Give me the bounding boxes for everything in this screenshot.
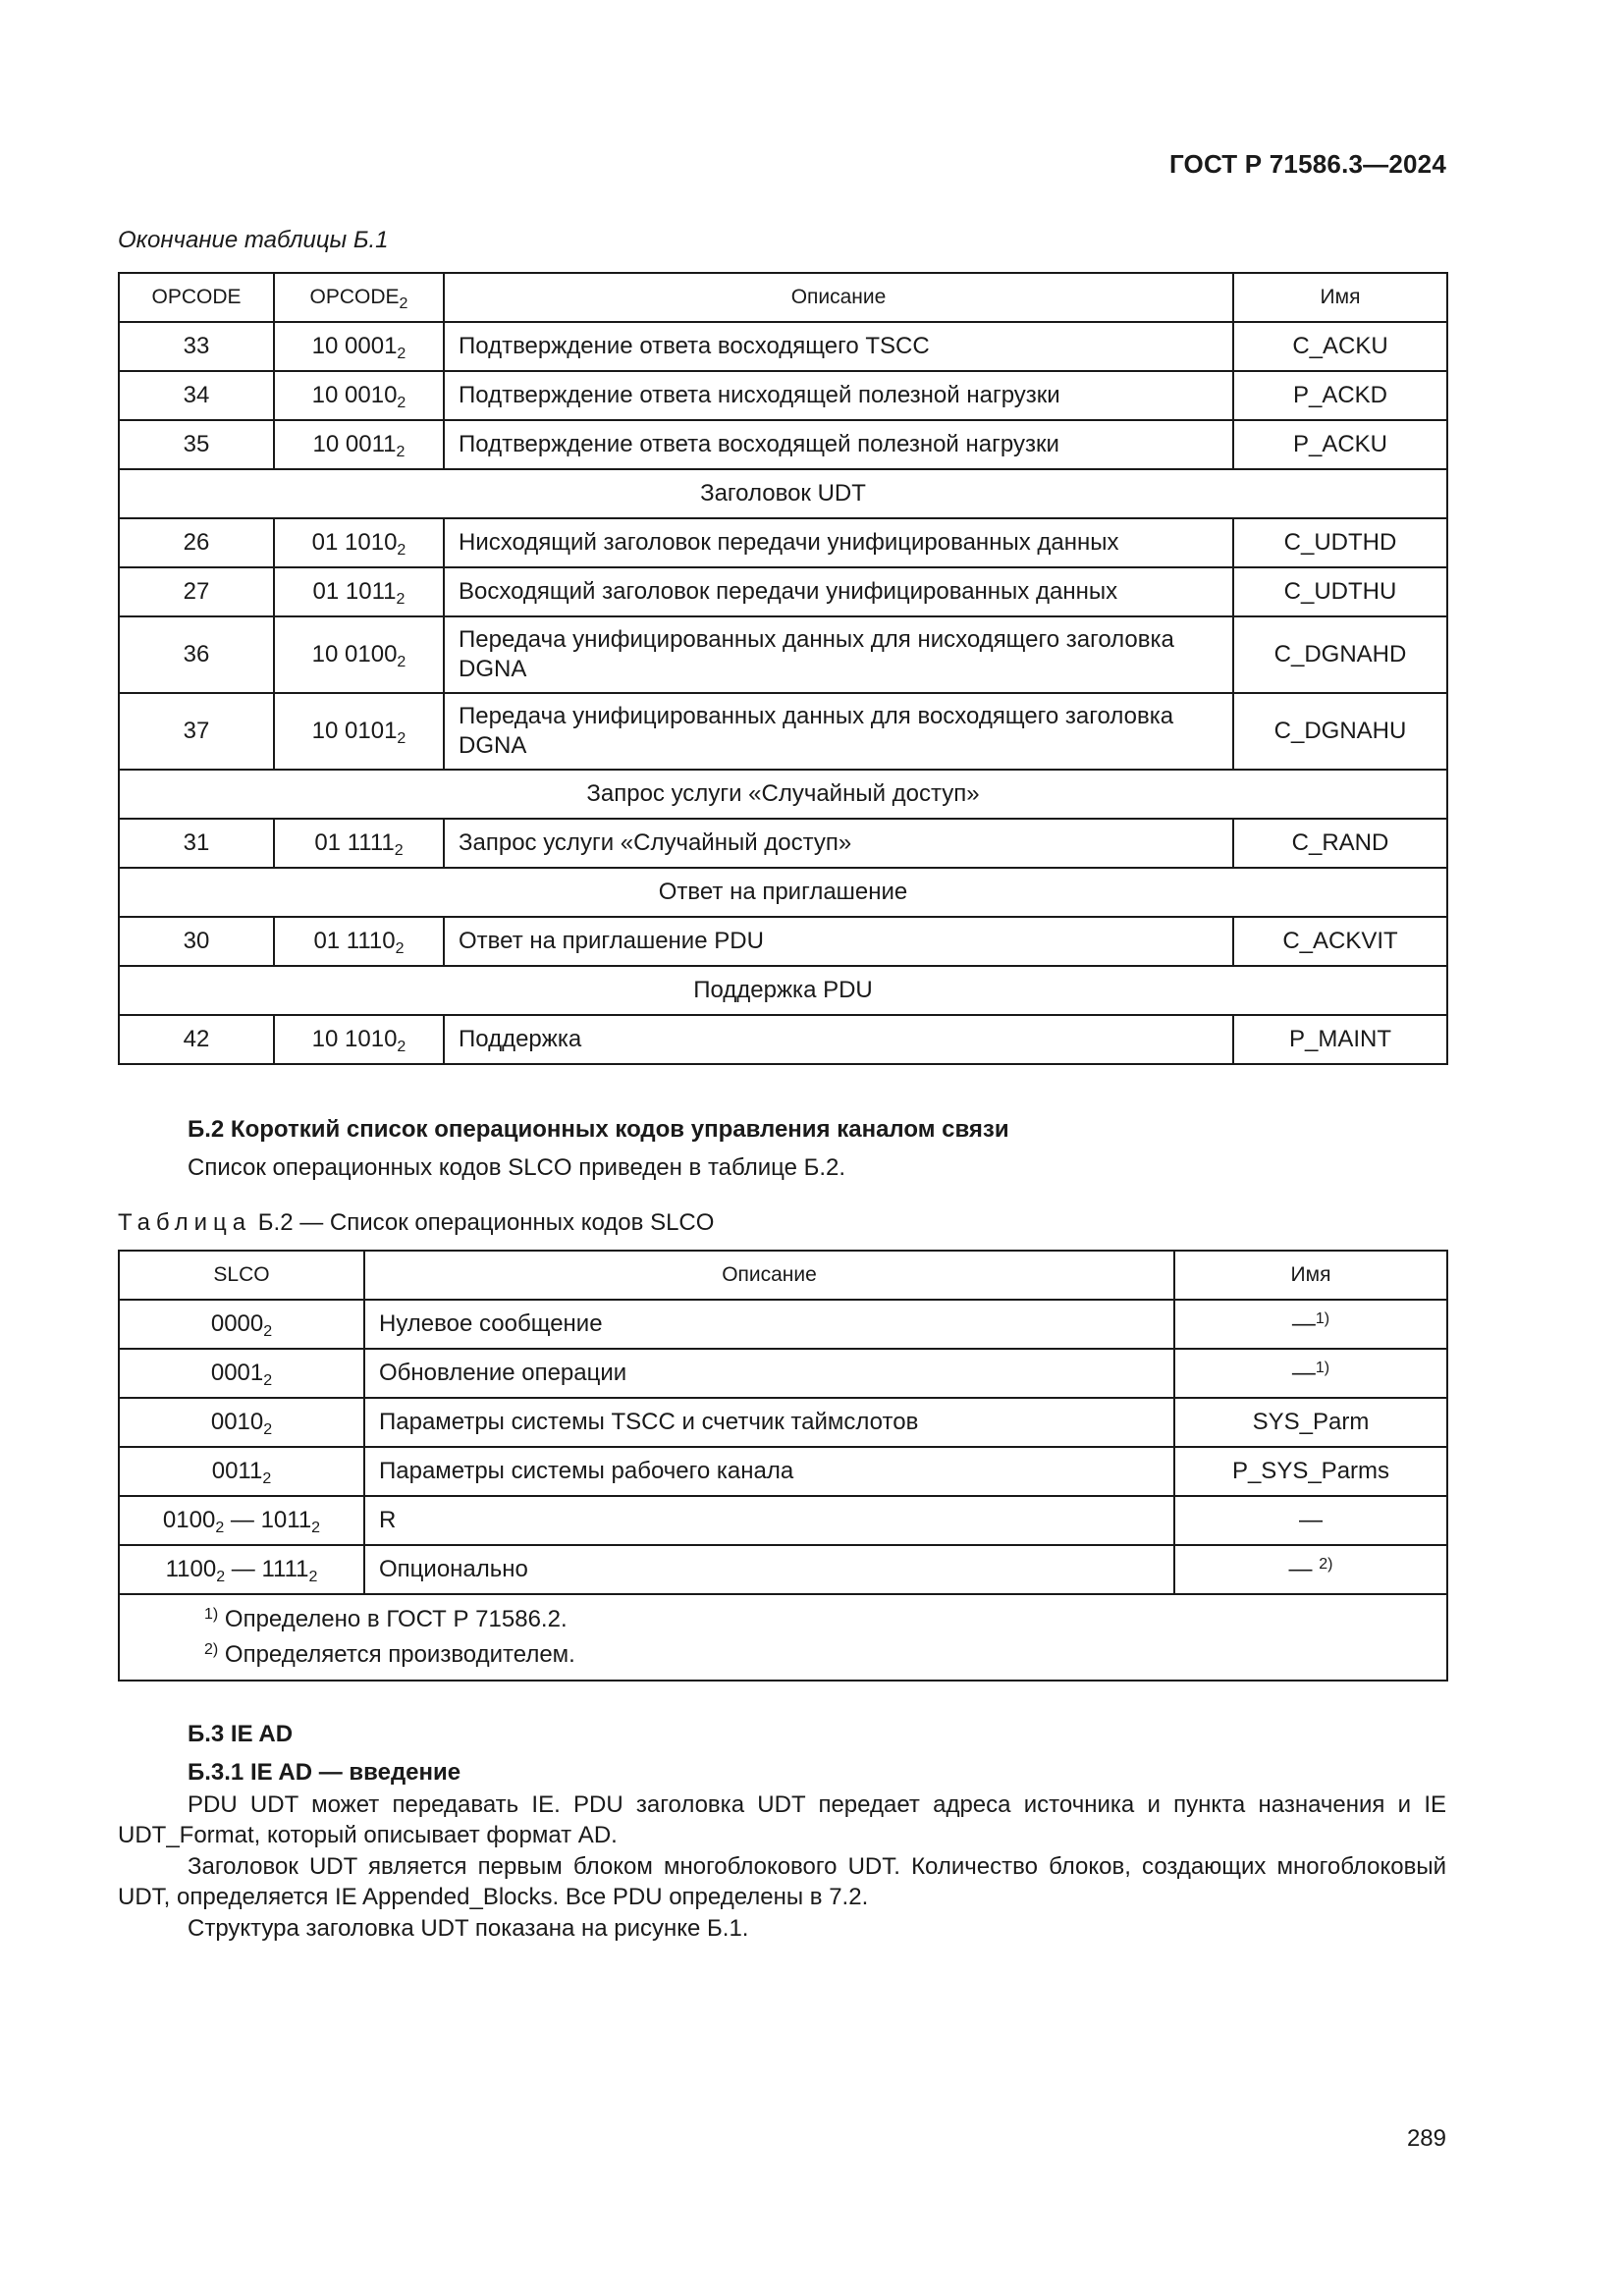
opcode-binary-cell <box>274 1015 444 1064</box>
opcode-binary-cell <box>274 917 444 966</box>
opcode-cell: 31 <box>119 819 274 868</box>
name-value: — <box>1288 1556 1320 1582</box>
name-cell <box>1174 1545 1447 1594</box>
name-value: P_SYS_Parms <box>1231 1458 1390 1484</box>
slco-value: 0011 <box>211 1458 263 1484</box>
base-subscript: 2 <box>311 1520 321 1536</box>
name-cell <box>1174 1398 1447 1447</box>
description-cell: Подтверждение ответа восходящего TSCC <box>444 322 1233 371</box>
section-b2-text: Список операционных кодов SLCO приведен в таблице Б.2. <box>188 1154 846 1181</box>
section-title: Запрос услуги «Случайный доступ» <box>119 770 1447 819</box>
col-header-description: Описание <box>364 1251 1174 1300</box>
opcode-binary-cell <box>274 420 444 469</box>
footnotes-cell <box>119 1594 1447 1681</box>
col-header-opcode: OPCODE <box>119 273 274 322</box>
binary-value: 01 1111 <box>314 829 395 856</box>
name-cell <box>1174 1447 1447 1496</box>
footnote-mark: 1) <box>204 1606 219 1623</box>
name-cell: C_DGNAHD <box>1233 616 1447 693</box>
col-header-description: Описание <box>444 273 1233 322</box>
slco-cell <box>119 1398 364 1447</box>
slco-cell <box>119 1545 364 1594</box>
binary-value: 10 1010 <box>311 1026 398 1052</box>
opcode-binary-cell <box>274 567 444 616</box>
paragraph: Заголовок UDT является первым блоком многоблокового UDT. Количество блоков, создающих многоблоковый UDT, определяется IE Appended_Blocks. Все PDU определены в 7.2. <box>118 1853 1446 1910</box>
opcode-cell: 36 <box>119 616 274 693</box>
paragraph: Структура заголовка UDT показана на рисунке Б.1. <box>188 1915 749 1942</box>
name-cell: P_ACKD <box>1233 371 1447 420</box>
paragraph: PDU UDT может передавать IE. PDU заголовка UDT передает адреса источника и пункта назначения и IE UDT_Format, который описывает формат AD. <box>118 1791 1446 1848</box>
footnote-ref: 1) <box>1315 1310 1330 1327</box>
table-row <box>119 518 1447 567</box>
base-subscript: 2 <box>263 1323 273 1340</box>
description-cell: Параметры системы рабочего канала <box>364 1447 1174 1496</box>
name-cell: C_ACKVIT <box>1233 917 1447 966</box>
name-cell: P_MAINT <box>1233 1015 1447 1064</box>
name-cell <box>1174 1496 1447 1545</box>
table1-section-row <box>119 868 1447 917</box>
binary-value: 01 1010 <box>311 529 398 556</box>
opcode-binary-cell <box>274 518 444 567</box>
table-row <box>119 1349 1447 1398</box>
binary-value: 10 0010 <box>311 382 398 408</box>
table-row <box>119 322 1447 371</box>
opcode-cell: 35 <box>119 420 274 469</box>
binary-value: 10 0101 <box>311 718 398 744</box>
base-subscript: 2 <box>397 654 406 670</box>
table-row <box>119 1300 1447 1349</box>
description-cell: Нисходящий заголовок передачи унифицированных данных <box>444 518 1233 567</box>
slco-value: 0010 <box>210 1409 264 1435</box>
range-dash: — <box>224 1507 261 1533</box>
name-cell: C_ACKU <box>1233 322 1447 371</box>
section-b3-heading: Б.3 IE AD <box>188 1721 294 1747</box>
name-value: — <box>1291 1310 1316 1337</box>
description-cell: Запрос услуги «Случайный доступ» <box>444 819 1233 868</box>
slco-value: 0000 <box>210 1310 264 1337</box>
base-subscript: 2 <box>395 940 405 957</box>
base-subscript: 2 <box>397 730 406 747</box>
range-dash: — <box>225 1556 262 1582</box>
name-cell: P_ACKU <box>1233 420 1447 469</box>
base-subscript: 2 <box>397 395 406 411</box>
description-cell: Обновление операции <box>364 1349 1174 1398</box>
description-cell: Подтверждение ответа нисходящей полезной нагрузки <box>444 371 1233 420</box>
col-header-opcode2: $OPCODE_2$ <box>274 273 444 322</box>
table1-caption: Окончание таблицы Б.1 <box>118 227 389 253</box>
name-cell: C_RAND <box>1233 819 1447 868</box>
opcode-cell: 34 <box>119 371 274 420</box>
description-cell: Передача унифицированных данных для нисходящего заголовка DGNA <box>444 616 1233 693</box>
slco-value: 1100 <box>165 1556 217 1582</box>
table-row <box>119 1496 1447 1545</box>
binary-value: 10 0001 <box>311 333 398 359</box>
base-subscript: 2 <box>262 1470 272 1487</box>
table1-header-row <box>119 273 1447 322</box>
base-subscript: 2 <box>263 1372 273 1389</box>
table-row <box>119 1447 1447 1496</box>
base-subscript: 2 <box>397 1039 406 1055</box>
name-value: — <box>1299 1507 1323 1533</box>
base-subscript: 2 <box>397 542 406 559</box>
table1-section-row <box>119 469 1447 518</box>
table2-footnote-row <box>119 1594 1447 1681</box>
opcode-cell: 27 <box>119 567 274 616</box>
table-row <box>119 616 1447 693</box>
opcode-cell: 33 <box>119 322 274 371</box>
base-subscript: 2 <box>397 346 406 362</box>
binary-value: 10 0011 <box>312 431 397 457</box>
base-subscript: 2 <box>215 1520 225 1536</box>
section-title: Заголовок UDT <box>119 469 1447 518</box>
col-header-name: Имя <box>1174 1251 1447 1300</box>
base-subscript: 2 <box>396 444 406 460</box>
base-subscript: 2 <box>396 591 406 608</box>
name-cell: C_UDTHU <box>1233 567 1447 616</box>
base-subscript: 2 <box>394 842 404 859</box>
name-cell <box>1174 1300 1447 1349</box>
col-header-name: Имя <box>1233 273 1447 322</box>
opcode-binary-cell <box>274 616 444 693</box>
section-title: Поддержка PDU <box>119 966 1447 1015</box>
slco-cell <box>119 1300 364 1349</box>
table2-caption: Таблица Б.2 — Список операционных кодов SLCO <box>118 1209 715 1236</box>
footnote-ref: 1) <box>1315 1360 1330 1376</box>
footnote-ref: 2) <box>1319 1556 1333 1573</box>
description-cell: Ответ на приглашение PDU <box>444 917 1233 966</box>
slco-cell <box>119 1447 364 1496</box>
description-cell: Параметры системы TSCC и счетчик таймслотов <box>364 1398 1174 1447</box>
name-cell: C_DGNAHU <box>1233 693 1447 770</box>
table-row <box>119 1398 1447 1447</box>
table-row <box>119 819 1447 868</box>
description-cell: R <box>364 1496 1174 1545</box>
slco-value: 1111 <box>261 1556 309 1582</box>
name-value: SYS_Parm <box>1252 1409 1370 1435</box>
description-cell: Восходящий заголовок передачи унифицированных данных <box>444 567 1233 616</box>
table1-section-row <box>119 966 1447 1015</box>
description-cell: Поддержка <box>444 1015 1233 1064</box>
section-title: Ответ на приглашение <box>119 868 1447 917</box>
slco-cell <box>119 1349 364 1398</box>
section-b3-1-heading: Б.3.1 IE AD — введение <box>188 1759 461 1786</box>
slco-value: 1011 <box>260 1507 312 1533</box>
base-subscript: 2 <box>263 1421 273 1438</box>
name-cell <box>1174 1349 1447 1398</box>
binary-value: 01 1011 <box>312 578 397 605</box>
base-subscript: 2 <box>216 1569 226 1585</box>
description-cell: Подтверждение ответа восходящей полезной нагрузки <box>444 420 1233 469</box>
table-row <box>119 693 1447 770</box>
description-cell: Нулевое сообщение <box>364 1300 1174 1349</box>
binary-value: 01 1110 <box>313 928 396 954</box>
description-cell: Опционально <box>364 1545 1174 1594</box>
col-header-slco: SLCO <box>119 1251 364 1300</box>
name-cell: C_UDTHD <box>1233 518 1447 567</box>
footnote <box>204 1637 1433 1673</box>
table-row <box>119 1015 1447 1064</box>
table-row <box>119 420 1447 469</box>
standard-header: ГОСТ Р 71586.3—2024 <box>1168 149 1446 179</box>
opcode-cell: 30 <box>119 917 274 966</box>
table-row <box>119 1545 1447 1594</box>
footnote-text: Определяется производителем. <box>218 1641 575 1668</box>
name-value: — <box>1291 1360 1316 1386</box>
binary-value: 10 0100 <box>311 641 398 667</box>
opcode-binary-cell <box>274 693 444 770</box>
description-cell: Передача унифицированных данных для восходящего заголовка DGNA <box>444 693 1233 770</box>
table2 <box>118 1250 1448 1682</box>
footnote <box>204 1602 1433 1637</box>
opcode-cell: 26 <box>119 518 274 567</box>
table1-section-row <box>119 770 1447 819</box>
table-row <box>119 371 1447 420</box>
page-number: 289 <box>1406 2125 1446 2152</box>
slco-cell <box>119 1496 364 1545</box>
footnote-text: Определено в ГОСТ Р 71586.2. <box>218 1606 568 1632</box>
table-row <box>119 917 1447 966</box>
opcode-binary-cell <box>274 322 444 371</box>
slco-value: 0001 <box>210 1360 264 1386</box>
footnote-mark: 2) <box>204 1641 219 1658</box>
table1 <box>118 272 1448 1065</box>
opcode-binary-cell <box>274 371 444 420</box>
opcode-cell: 42 <box>119 1015 274 1064</box>
table2-header-row <box>119 1251 1447 1300</box>
opcode-cell: 37 <box>119 693 274 770</box>
table-row <box>119 567 1447 616</box>
section-b2-heading: Б.2 Короткий список операционных кодов управления каналом связи <box>188 1116 1009 1143</box>
base-subscript: 2 <box>308 1569 318 1585</box>
slco-value: 0100 <box>162 1507 216 1533</box>
opcode-binary-cell <box>274 819 444 868</box>
